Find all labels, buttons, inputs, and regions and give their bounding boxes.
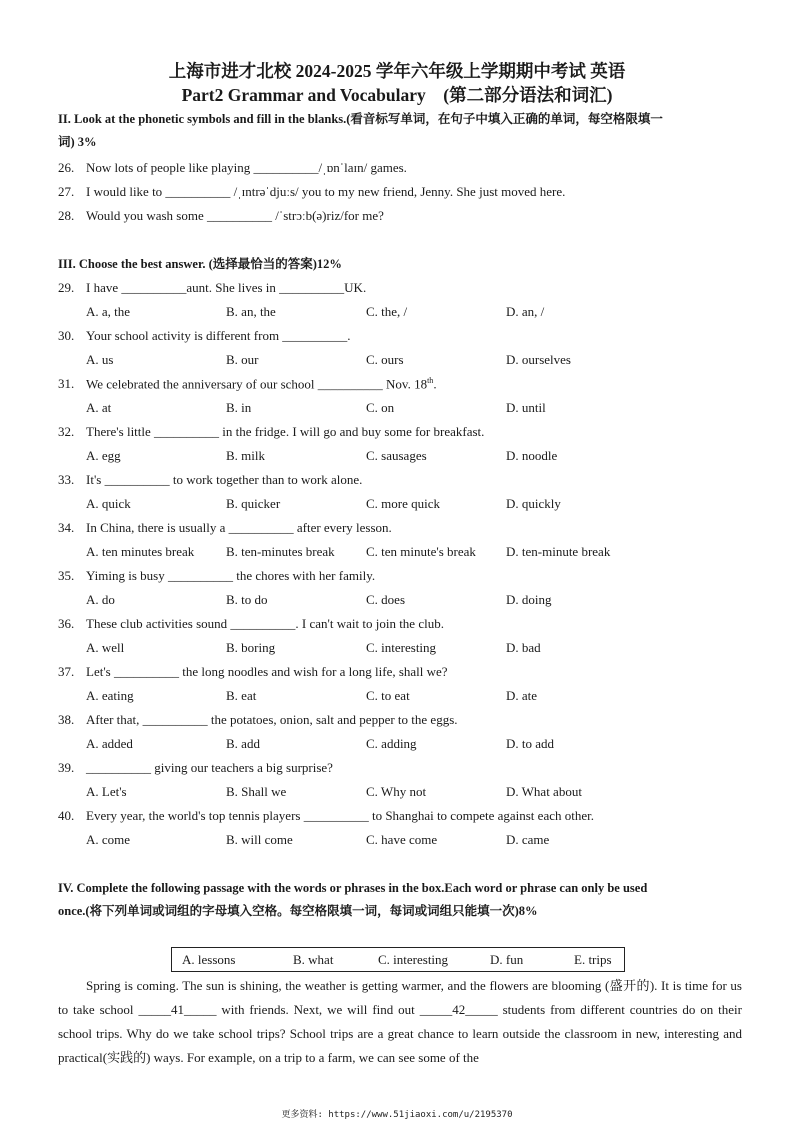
answer-option: A. egg: [86, 448, 121, 463]
word-box-item: C. interesting: [378, 952, 449, 967]
answer-option: B. boring: [226, 640, 276, 655]
answer-option: D. bad: [506, 640, 541, 655]
question-text: [86, 280, 366, 296]
word-box-item: A. lessons: [182, 952, 236, 967]
section-2-heading-line1: II. Look at the phonetic symbols and fill in the blanks.(看音标写单词，在句子中填入正确的单词，每空格限填一: [58, 112, 663, 126]
answer-option: A. come: [86, 832, 131, 847]
answer-option: C. more quick: [366, 496, 441, 511]
answer-option: A. ten minutes break: [86, 544, 195, 559]
answer-option: D. to add: [506, 736, 555, 751]
answer-option: C. on: [366, 400, 395, 415]
answer-option: B. ten-minutes break: [226, 544, 335, 559]
question-number: 36.: [58, 616, 75, 631]
answer-option: A. us: [86, 352, 114, 367]
answer-option: D. doing: [506, 592, 552, 607]
question-number: 28.: [58, 208, 75, 223]
question-number: 38.: [58, 712, 75, 727]
reading-passage: Spring is coming. The sun is shining, the weather is getting warmer, and the flowers are blooming (盛开的). It is time for us to take school _____41_____ with friends. Next, we will find out _____42_____ students from different countries do on their school trips. Why do we take school trips? School trips are a great chance to learn outside the classroom in new, interesting and practical(实践的) ways. For example, on a trip to a farm, we can see some of the: [58, 978, 742, 1065]
answer-option: D. quickly: [506, 496, 561, 511]
question-text: [86, 328, 351, 344]
answer-option: D. ten-minute break: [506, 544, 611, 559]
section-4-heading-line2: once.(将下列单词或词组的字母填入空格。每空格限填一词，每词或词组只能填一次)8%: [58, 904, 538, 918]
answer-option: A. a, the: [86, 304, 131, 319]
question-stem: These club activities sound __________. I can't wait to join the club.: [86, 616, 444, 631]
question-text: [86, 520, 392, 536]
question-text: [86, 664, 448, 680]
answer-option: B. eat: [226, 688, 257, 703]
answer-option: D. an, /: [506, 304, 545, 319]
answer-option: C. adding: [366, 736, 417, 751]
answer-option: C. the, /: [366, 304, 408, 319]
question-number: 26.: [58, 160, 75, 175]
question-number: 31.: [58, 376, 75, 391]
question-text: I would like to __________ /ˌɪntrəˈdjuːs/ you to my new friend, Jenny. She just moved here.: [86, 184, 566, 199]
exam-title: 上海市进才北校 2024-2025 学年六年级上学期期中考试 英语: [168, 61, 626, 81]
question-number: 37.: [58, 664, 75, 679]
question-number: 32.: [58, 424, 75, 439]
question-stem: Your school activity is different from __________.: [86, 328, 351, 343]
answer-option: C. have come: [366, 832, 438, 847]
word-box-item: B. what: [293, 952, 334, 967]
answer-option: D. noodle: [506, 448, 558, 463]
question-stem: We celebrated the anniversary of our school __________ Nov. 18: [86, 376, 428, 392]
question-text: [86, 568, 375, 584]
answer-option: D. What about: [506, 784, 582, 799]
footer-link[interactable]: 更多资料: https://www.51jiaoxi.com/u/2195370: [281, 1110, 513, 1120]
question-text: [86, 616, 444, 632]
section-2-heading-line2: 词) 3%: [58, 135, 97, 149]
answer-option: C. sausages: [366, 448, 427, 463]
answer-option: B. in: [226, 400, 252, 415]
question-number: 29.: [58, 280, 75, 295]
question-number: 39.: [58, 760, 75, 775]
ordinal-suffix: th: [427, 376, 434, 385]
answer-option: C. Why not: [366, 784, 427, 799]
section-4-heading-line1: IV. Complete the following passage with the words or phrases in the box.Each word or phrase can only be used: [58, 881, 648, 895]
question-number: 33.: [58, 472, 75, 487]
answer-option: A. do: [86, 592, 115, 607]
question-stem: In China, there is usually a __________ after every lesson.: [86, 520, 392, 535]
answer-option: C. ten minute's break: [366, 544, 476, 559]
question-text: [86, 808, 594, 824]
question-text: [86, 472, 362, 488]
answer-option: B. an, the: [226, 304, 276, 319]
question-stem: It's __________ to work together than to work alone.: [86, 472, 363, 487]
question-text: [86, 424, 484, 440]
answer-option: D. came: [506, 832, 550, 847]
answer-option: D. ourselves: [506, 352, 571, 367]
question-tail: .: [433, 376, 437, 392]
answer-option: D. until: [506, 400, 546, 415]
answer-option: A. eating: [86, 688, 134, 703]
question-number: 40.: [58, 808, 75, 823]
question-text: [86, 712, 458, 728]
question-stem: Let's __________ the long noodles and wish for a long life, shall we?: [86, 664, 448, 679]
question-number: 34.: [58, 520, 75, 535]
answer-option: C. does: [366, 592, 405, 607]
word-box-item: D. fun: [490, 952, 524, 967]
answer-option: A. added: [86, 736, 133, 751]
question-stem: There's little __________ in the fridge. I will go and buy some for breakfast.: [86, 424, 485, 439]
question-text: [86, 376, 437, 392]
answer-option: D. ate: [506, 688, 538, 703]
answer-option: B. our: [226, 352, 259, 367]
answer-option: C. interesting: [366, 640, 437, 655]
answer-option: A. Let's: [86, 784, 127, 799]
section-3-heading: III. Choose the best answer. (选择最恰当的答案)12%: [58, 257, 342, 271]
question-text: Would you wash some __________ /ˈstrɔːb(ə)riz/for me?: [86, 208, 384, 223]
question-stem: __________ giving our teachers a big surprise?: [86, 760, 333, 775]
question-stem: Yiming is busy __________ the chores with her family.: [86, 568, 376, 583]
answer-option: A. quick: [86, 496, 131, 511]
exam-subtitle: Part2 Grammar and Vocabulary (第二部分语法和词汇): [181, 85, 613, 105]
question-number: 27.: [58, 184, 75, 199]
word-box-item: E. trips: [574, 952, 612, 967]
question-number: 30.: [58, 328, 75, 343]
question-number: 35.: [58, 568, 75, 583]
answer-option: C. ours: [366, 352, 404, 367]
answer-option: B. milk: [226, 448, 266, 463]
question-text: Now lots of people like playing __________/ˌɒnˈlaɪn/ games.: [86, 160, 407, 175]
answer-option: B. Shall we: [226, 784, 287, 799]
answer-option: A. at: [86, 400, 112, 415]
section-2-heading: [58, 108, 742, 154]
question-stem: After that, __________ the potatoes, onion, salt and pepper to the eggs.: [86, 712, 458, 727]
section-4-heading: [58, 877, 742, 923]
answer-option: B. to do: [226, 592, 268, 607]
answer-option: B. add: [226, 736, 260, 751]
answer-option: B. will come: [226, 832, 293, 847]
question-stem: Every year, the world's top tennis players __________ to Shanghai to compete against each other.: [86, 808, 594, 823]
question-stem: I have __________aunt. She lives in __________UK.: [86, 280, 367, 295]
answer-option: C. to eat: [366, 688, 410, 703]
answer-option: B. quicker: [226, 496, 281, 511]
answer-option: A. well: [86, 640, 125, 655]
question-text: [86, 760, 333, 776]
